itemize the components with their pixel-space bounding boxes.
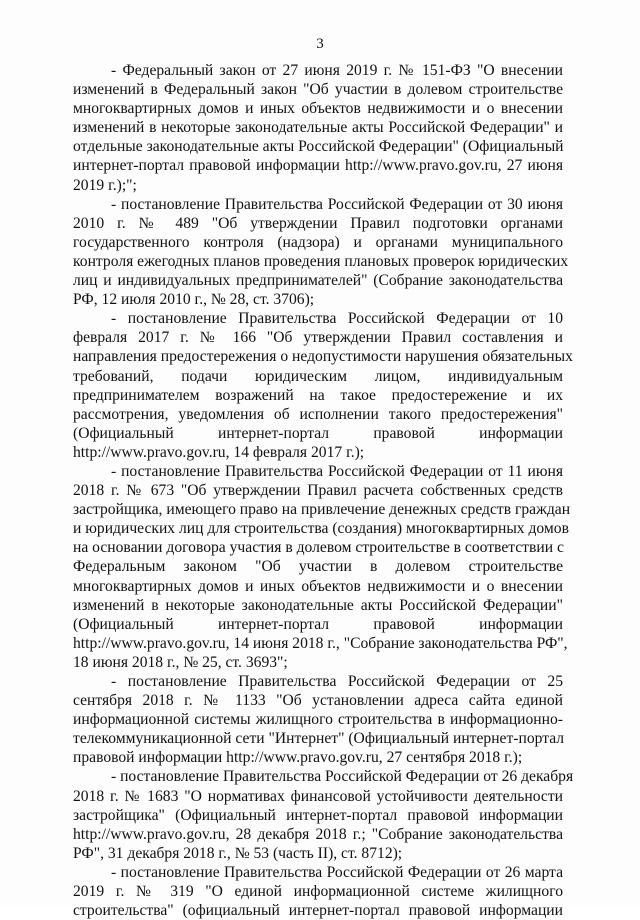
document-body: [73, 61, 574, 920]
text-line: на основании договора участия в долевом строительстве в соответствии с: [73, 539, 564, 557]
text-line: требований, подачи юридическим лицом, индивидуальным: [73, 367, 563, 385]
text-line: - постановление Правительства Российской Федерации от 25: [111, 673, 563, 690]
text-line: застройщика" (Официальный интернет-портал правовой информации: [73, 806, 563, 824]
text-line: (Официальный интернет-портал правовой информации: [73, 424, 563, 442]
text-line: правовой информации http://www.pravo.gov.ru, 27 сентября 2018 г.);: [73, 749, 523, 767]
text-line: интернет-портал правовой информации http://www.pravo.gov.ru, 27 июня: [73, 157, 563, 175]
paragraph-resolution-166: [73, 309, 573, 462]
text-line: многоквартирных домов и иных объектов недвижимости и о внесении: [73, 577, 563, 595]
text-line: - постановление Правительства Российской Федерации от 26 марта: [111, 863, 563, 881]
paragraph-resolution-1683: [73, 767, 574, 862]
text-line: 2018 г. № 1683 "О нормативах финансовой устойчивости деятельности: [73, 787, 563, 805]
text-line: изменений в некоторые законодательные акты Российской Федерации" и: [73, 119, 563, 137]
text-line: - постановление Правительства Российской Федерации от 30 июня: [111, 195, 563, 213]
text-line: изменений в некоторые законодательные акты Российской Федерации": [73, 596, 563, 614]
paragraph-resolution-1133: [73, 672, 563, 767]
text-line: (Официальный интернет-портал правовой информации: [73, 615, 563, 633]
text-line: февраля 2017 г. № 166 "Об утверждении Правил составления и: [73, 329, 563, 347]
text-line: контроля ежегодных планов проведения плановых проверок юридических: [73, 252, 569, 270]
text-line: - постановление Правительства Российской Федерации от 11 июня: [111, 462, 563, 480]
text-line: РФ", 31 декабря 2018 г., № 53 (часть II), ст. 8712);: [73, 844, 403, 862]
text-line: телекоммуникационной сети "Интернет" (Официальный интернет-портал: [73, 730, 565, 748]
text-line: сентября 2018 г. № 1133 "Об установлении адреса сайта единой: [73, 692, 563, 710]
text-line: http://www.pravo.gov.ru, 28 декабря 2018 г.; "Собрание законодательства: [73, 825, 563, 843]
text-line: РФ, 12 июля 2010 г., № 28, ст. 3706);: [73, 291, 315, 309]
text-line: рассмотрения, уведомления об исполнении такого предостережения": [73, 405, 563, 423]
text-line: изменений в Федеральный закон "Об участии в долевом строительстве: [73, 81, 563, 99]
text-line: - постановление Правительства Российской Федерации от 26 декабря: [111, 768, 574, 786]
text-line: лиц и индивидуальных предпринимателей" (Собрание законодательства: [73, 272, 563, 290]
text-line: 2010 г. № 489 "Об утверждении Правил подготовки органами: [73, 214, 563, 232]
paragraph-resolution-489: [73, 195, 569, 310]
text-line: направления предостережения о недопустимости нарушения обязательных: [73, 348, 573, 366]
text-line: 2019 г.);";: [73, 176, 137, 194]
text-line: отдельные законодательные акты Российской Федерации" (Официальный: [73, 138, 564, 156]
text-line: 2019 г. № 319 "О единой информационной системе жилищного: [73, 883, 563, 901]
text-line: и юридических лиц для строительства (создания) многоквартирных домов: [73, 520, 569, 538]
text-line: строительства" (официальный интернет-портал правовой информации: [73, 902, 563, 920]
text-line: http://www.pravo.gov.ru, 14 июня 2018 г., "Собрание законодательства РФ",: [73, 634, 568, 652]
text-line: предпринимателем возражений на такое предостережение и их: [73, 386, 563, 404]
text-line: 2018 г. № 673 "Об утверждении Правил расчета собственных средств: [73, 482, 563, 500]
text-line: Федеральным законом "Об участии в долевом строительстве: [73, 558, 563, 576]
text-line: - постановление Правительства Российской Федерации от 10: [111, 310, 563, 328]
paragraph-resolution-673: [73, 462, 571, 672]
text-line: - Федеральный закон от 27 июня 2019 г. № 151-ФЗ "О внесении: [111, 62, 563, 79]
paragraph-federal-law-151-fz: [73, 61, 563, 195]
text-line: информационной системы жилищного строительства в информационно-: [73, 711, 563, 729]
text-line: государственного контроля (надзора) и органами муниципального: [73, 233, 563, 251]
text-line: http://www.pravo.gov.ru, 14 февраля 2017 г.);: [73, 443, 365, 461]
paragraph-resolution-319: [73, 863, 563, 920]
text-line: 18 июня 2018 г., № 25, ст. 3693";: [73, 653, 288, 671]
page-number: 3: [316, 36, 324, 52]
text-line: застройщика, имеющего право на привлечение денежных средств граждан: [73, 501, 571, 519]
text-line: многоквартирных домов и иных объектов недвижимости и о внесении: [73, 100, 563, 118]
